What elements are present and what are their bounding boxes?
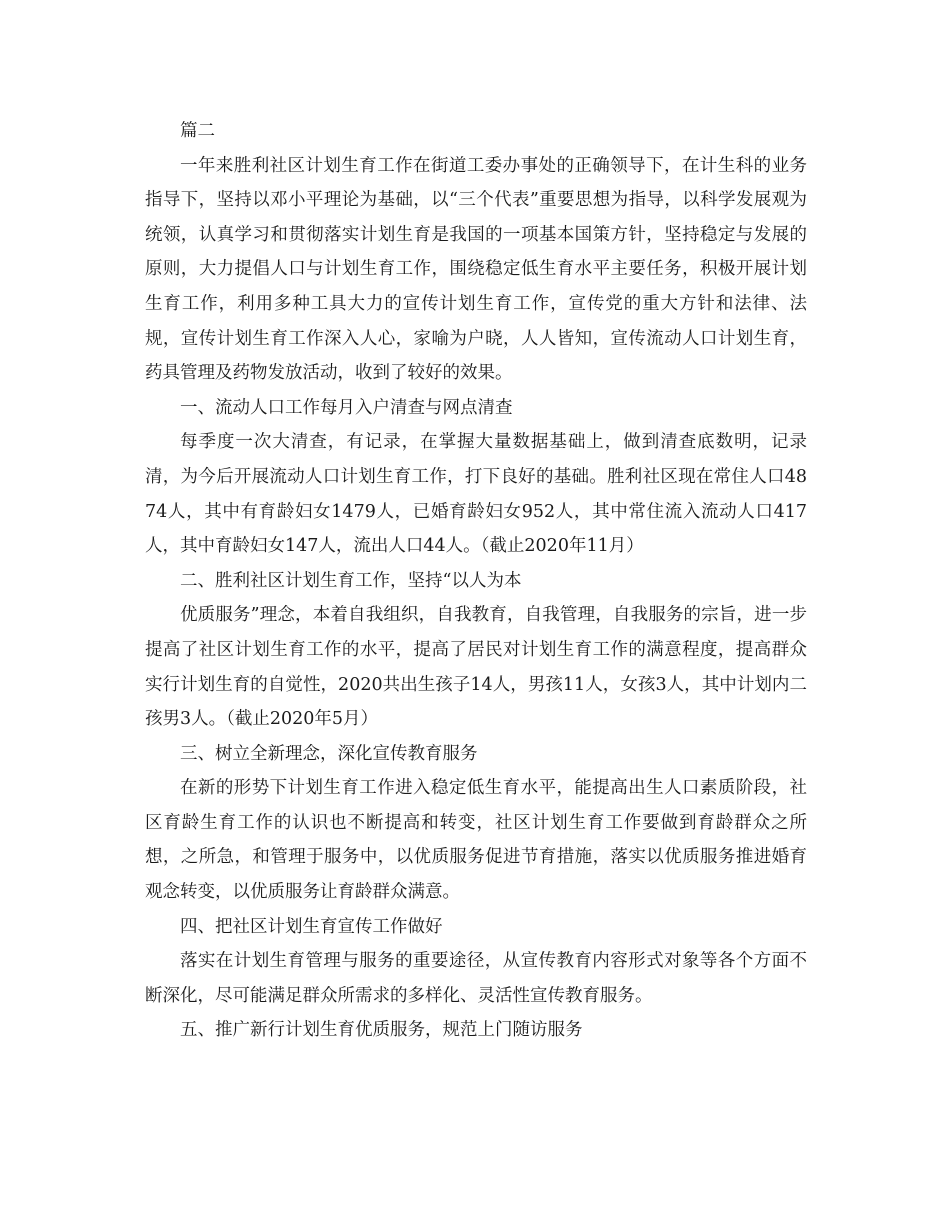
section-heading: 篇二 [180, 121, 215, 141]
body-paragraph: 在新的形势下计划生育工作进入稳定低生育水平，能提高出生人口素质阶段，社区育龄生育工作的认识也不断提高和转变，社区计划生育工作要做到育龄群众之所想，之所急，和管理于服务中，以优质服务促进节育措施，落实以优质服务推进婚育观念转变，以优质服务让育龄群众满意。 [145, 778, 807, 903]
section-heading: 二、胜利社区计划生育工作，坚持“以人为本 [180, 570, 522, 591]
section-heading: 三、树立全新理念，深化宣传教育服务 [180, 743, 478, 764]
section-heading: 五、推广新行计划生育优质服务，规范上门随访服务 [180, 1020, 583, 1041]
body-paragraph: 每季度一次大清查，有记录，在掌握大量数据基础上，做到清查底数明，记录清，为今后开展流动人口计划生育工作，打下良好的基础。胜利社区现在常住人口4874人，其中有育龄妇女1479人，已婚育龄妇女952人，其中常住流入流动人口417人，其中育龄妇女147人，流出人口44人。（截止2020年11月） [145, 432, 807, 557]
body-paragraph: 优质服务”理念，本着自我组织，自我教育，自我管理，自我服务的宗旨，进一步提高了社区计划生育工作的水平，提高了居民对计划生育工作的满意程度，提高群众实行计划生育的自觉性，2020共出生孩子14人，男孩11人，女孩3人，其中计划内二孩男3人。（截止2020年5月） [145, 605, 807, 730]
body-paragraph: 一年来胜利社区计划生育工作在街道工委办事处的正确领导下，在计生科的业务指导下，坚持以邓小平理论为基础，以“三个代表”重要思想为指导，以科学发展观为统领，认真学习和贯彻落实计划生育是我国的一项基本国策方针，坚持稳定与发展的原则，大力提倡人口与计划生育工作，围绕稳定低生育水平主要任务，积极开展计划生育工作，利用多种工具大力的宣传计划生育工作，宣传党的重大方针和法律、法规，宣传计划生育工作深入人心，家喻为户晓，人人皆知，宣传流动人口计划生育，药具管理及药物发放活动，收到了较好的效果。 [145, 155, 807, 384]
document-page [145, 114, 807, 1048]
section-heading: 一、流动人口工作每月入户清查与网点清查 [180, 397, 513, 418]
section-heading: 四、把社区计划生育宣传工作做好 [180, 916, 443, 937]
body-paragraph: 落实在计划生育管理与服务的重要途径，从宣传教育内容形式对象等各个方面不断深化，尽可能满足群众所需求的多样化、灵活性宣传教育服务。 [145, 951, 807, 1006]
